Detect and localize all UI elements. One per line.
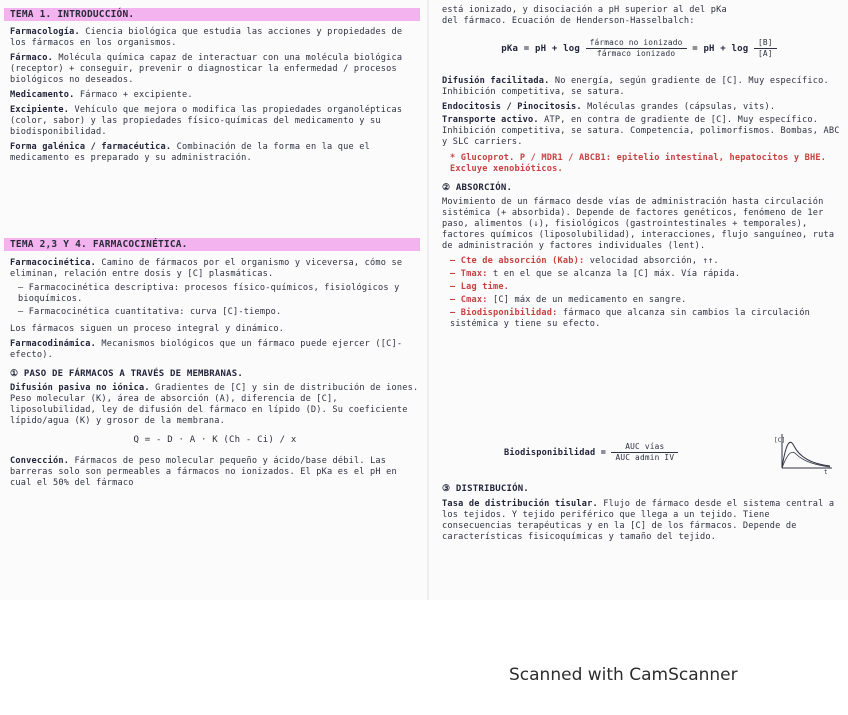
transporte-activo-def: Transporte activo. ATP, en contra de gradiente de [C]. Muy específico. Inhibición competitiva, se satura. Competencia, polimorfismos. Bombas, ABC y SLC carriers. (442, 115, 840, 147)
excipiente-def: Excipiente. Vehículo que mejora o modifica las propiedades organolépticas (color, sabor) y las propiedades físico-químicas del medicamento y su biodisponibilidad. (10, 105, 403, 137)
endocitosis-def: Endocitosis / Pinocitosis. Moléculas grandes (cápsulas, vits). (442, 102, 776, 112)
graph-y-label: [C] (774, 437, 786, 444)
farmaco-def: Fármaco. Molécula química capaz de interactuar con una molécula biológica (receptor) + conseguir, prevenir o diagnosticar la enfermedad / procesos biológicos no deseados. (10, 53, 403, 85)
list-item: – Lag time. (450, 282, 510, 292)
distribucion-body (434, 484, 844, 543)
distribucion-def: Tasa de distribución tisular. Flujo de fármaco desde el sistema central a los tejidos. Y tejido periférico que llega a un tejido. Tiene consecuencias terapéuticas y en la [C] de los fármacos. Depende de características fisicoquímicas y tamaño del tejido. (442, 499, 835, 542)
concentration-time-graph (774, 432, 834, 474)
tema1-heading: TEMA 1. INTRODUCCIÓN. (10, 9, 135, 20)
bullet-descriptiva: – Farmacocinética descriptiva: procesos físico-químicos, fisiológicos y bioquímicos. (18, 283, 400, 304)
list-item: – Tmax: t en el que se alcanza la [C] máx. Vía rápida. (450, 269, 741, 279)
left-column (2, 0, 424, 600)
farmacodinamica-def: Farmacodinámica. Mecanismos biológicos que un fármaco puede ejercer ([C]-efecto). (10, 339, 403, 360)
distribucion-heading: ③ DISTRIBUCIÓN. (442, 484, 529, 494)
transport-body (434, 76, 844, 330)
glucoprot-bullet: * Glucoprot. P / MDR1 / ABCB1: epitelio intestinal, hepatocitos y BHE. Excluye xenobióticos. (450, 153, 827, 174)
farmacologia-def: Farmacología. Ciencia biológica que estudia las acciones y propiedades de los fármacos en los organismos. (10, 27, 403, 48)
graph-x-label: t (824, 469, 828, 474)
absorcion-items (434, 256, 844, 330)
graph-curve-2 (782, 452, 830, 468)
list-item: – Cmax: [C] máx de un medicamento en sangre. (450, 295, 687, 305)
proceso-integral: Los fármacos siguen un proceso integral y dinámico. (10, 324, 285, 334)
farmacocinetica-def: Farmacocinética. Camino de fármacos por el organismo y viceversa, cómo se eliminan, relación entre dosis y [C] plasmáticas. (10, 258, 403, 279)
camscanner-watermark: Scanned with CamScanner (509, 665, 738, 685)
bullet-cuantitativa: – Farmacocinética cuantitativa: curva [C]-tiempo. (18, 307, 282, 317)
paso-membranas-heading: ① PASO DE FÁRMACOS A TRAVÉS DE MEMBRANAS. (10, 369, 244, 379)
absorcion-def: Movimiento de un fármaco desde vías de administración hasta circulación sistémica (+ absorbida). Depende de factores genéticos, fenómeno de 1er paso, alimentos (↓), fisiológicos (gastrointestinales + temporales), factores químicos (liposolubilidad), interacciones, flujo sanguíneo, ruta de administración y factores individuales (lent). (442, 197, 835, 251)
tema1-body (2, 27, 424, 164)
medicamento-def: Medicamento. Fármaco + excipiente. (10, 90, 193, 100)
forma-galenica-def: Forma galénica / farmacéutica. Combinación de la forma en la que el medicamento es preparado y su administración. (10, 142, 371, 163)
conveccion-def: Convección. Fármacos de peso molecular pequeño y ácido/base débil. Las barreras solo son permeables a fármacos no ionizados. El pKa es el pH en cual el 50% del fármaco (10, 456, 397, 488)
page-fold (427, 0, 429, 600)
list-item: – Cte de absorción (Kab): velocidad absorción, ↑↑. (450, 256, 719, 266)
difusion-pasiva-def: Difusión pasiva no iónica. Gradientes de [C] y sin de distribución de iones. Peso molecular (K), área de absorción (A), diferencia de [C], liposolubilidad, ley de difusión del fármaco en lípido (D). Su coeficiente lípido/agua (K) y grosor de la membrana. (10, 383, 419, 426)
list-item: – Biodisponibilidad: fármaco que alcanza sin cambios la circulación sistémica y tiene su efecto. (450, 308, 811, 329)
right-column (434, 0, 844, 600)
difusion-facilitada-def: Difusión facilitada. No energía, según gradiente de [C]. Muy específico. Inhibición competitiva, se satura. (442, 76, 829, 97)
absorcion-heading: ② ABSORCIÓN. (442, 183, 513, 193)
ionizado-line: está ionizado, y disociación a pH superior al del pKa (442, 5, 727, 15)
graph-curve (782, 442, 830, 468)
tema2-body (2, 258, 424, 489)
tema2-heading: TEMA 2,3 Y 4. FARMACOCINÉTICA. (10, 239, 188, 250)
henderson-line: del fármaco. Ecuación de Henderson-Hasselbalch: (442, 16, 695, 26)
difusion-formula: Q = - D · A · K (Ch - Ci) / x (133, 435, 297, 445)
biodisponibilidad-formula: Biodisponibilidad = $\frac{\text{AUC vías}}{\text{AUC admin IV}}$ (434, 442, 844, 463)
henderson-equation: pKa = pH + log $\frac{\text{fármaco no ionizado}}{\text{fármaco ionizado}}$ = pH + log $\frac{[B]}{[A]}$ (434, 38, 844, 59)
